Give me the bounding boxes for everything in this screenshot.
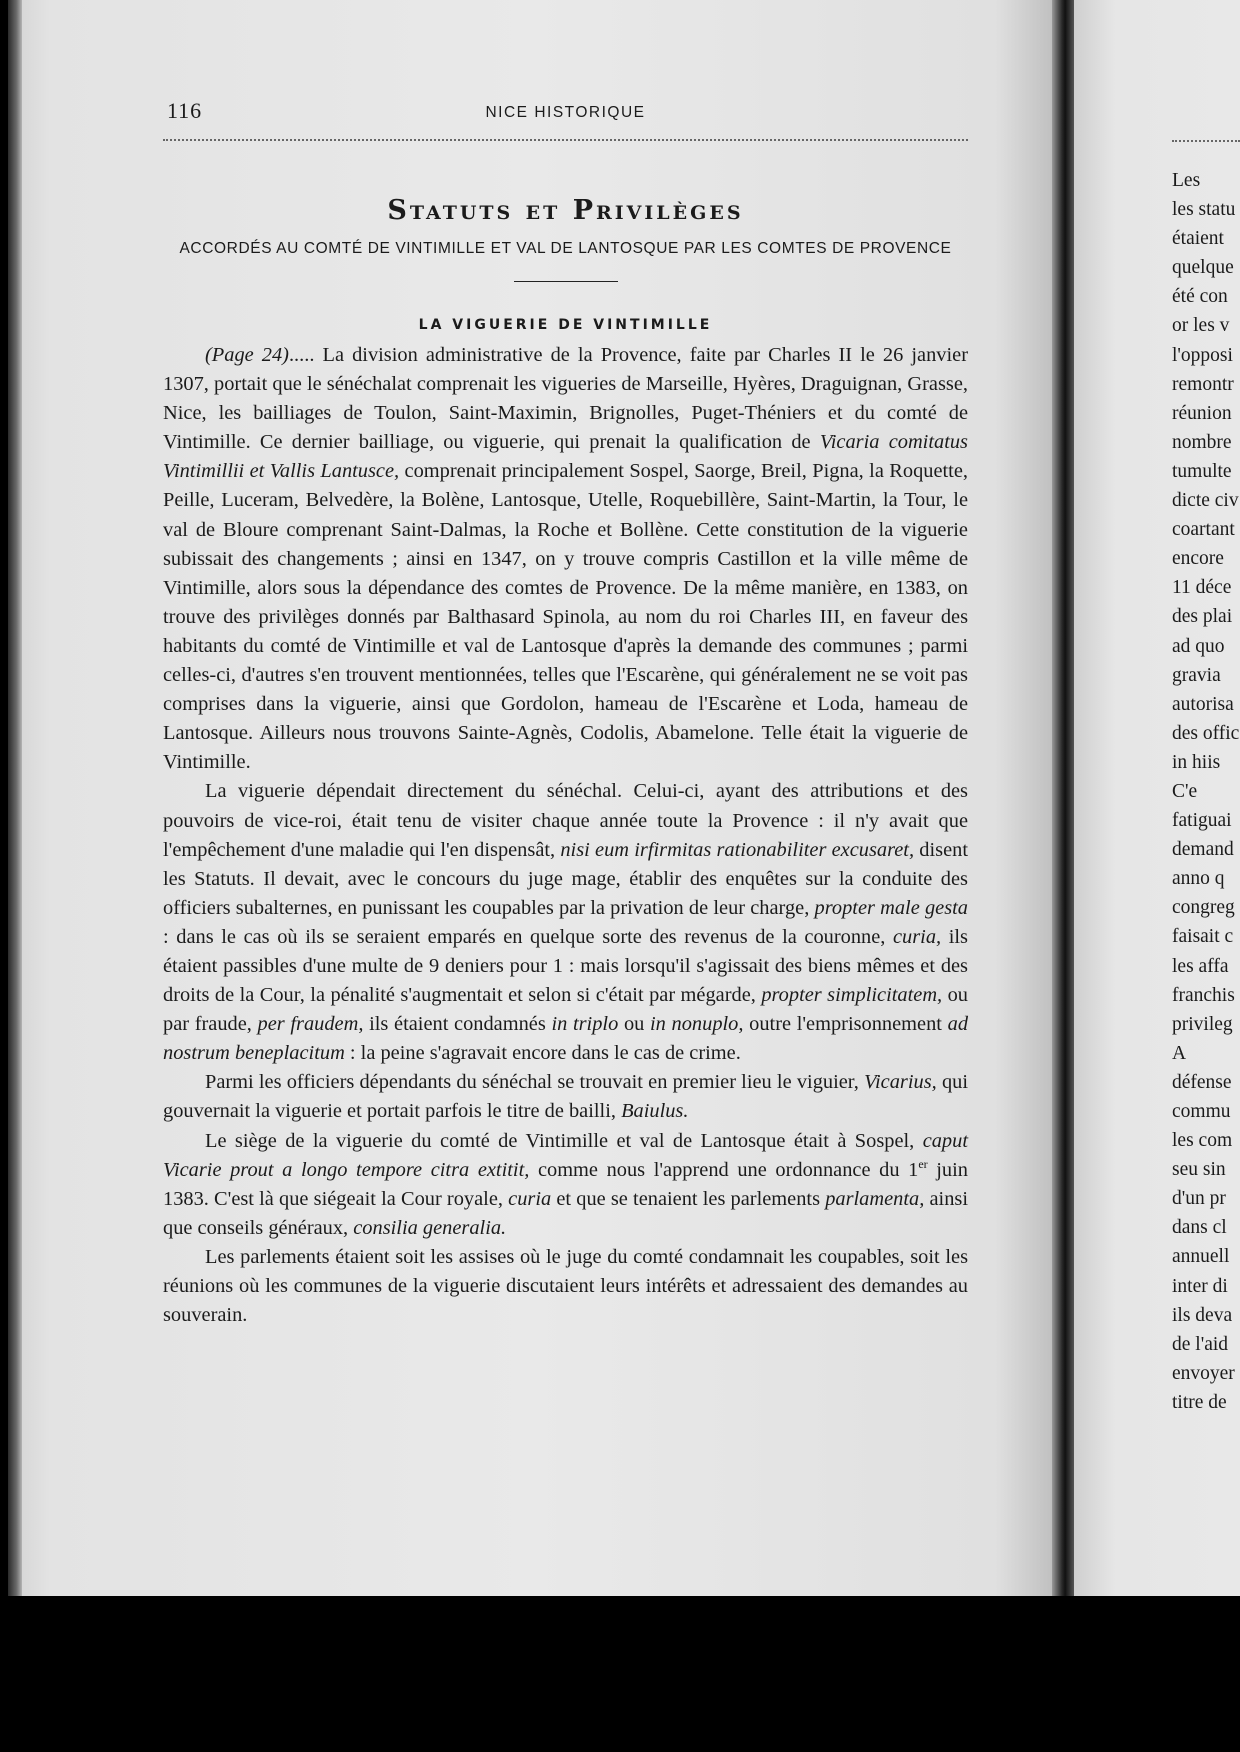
text-span: ..... La division administrative de la Provence, faite par Charles II le 26 janvier 1307, portait que le sénéchalat comprenait les vigueries de Marseille, Hyères, Draguignan, Grasse, Nice, les bailliages de Toulon, Saint-Maximin, Brignolles, Puget-Théniers et du comté de Vintimille. Ce dernier bailliage, ou viguerie, qui prenait la qualification de: [163, 344, 968, 454]
section-heading: LA VIGUERIE DE VINTIMILLE: [418, 317, 713, 333]
article-title: Statuts et Privilèges: [387, 195, 744, 226]
scan-background: [0, 1596, 1240, 1752]
facing-page-line: Les: [1172, 170, 1201, 191]
text-span: ou: [618, 1013, 651, 1036]
facing-page-line: réunion: [1172, 402, 1232, 424]
latin-phrase: propter male gesta: [814, 896, 968, 919]
facing-page-line: étaient: [1172, 228, 1224, 250]
page-edge-shadow: [8, 0, 22, 1596]
facing-page-line: l'opposi: [1172, 344, 1233, 366]
facing-page-line: in hiis: [1172, 751, 1221, 773]
title-divider: [514, 281, 618, 282]
facing-page-line: des offic: [1172, 722, 1240, 744]
latin-phrase: in triplo: [551, 1013, 619, 1036]
latin-phrase: propter simplicitatem,: [761, 984, 943, 1007]
facing-page-line: les com: [1172, 1130, 1233, 1152]
latin-phrase: caput Vicarie prout a longo tempore citra extitit,: [163, 1129, 968, 1181]
facing-page-line: des plai: [1172, 606, 1233, 628]
facing-page-line: privileg: [1172, 1013, 1233, 1035]
facing-page-line: coartant: [1172, 519, 1235, 541]
text-span: ou par fraude,: [163, 984, 968, 1036]
facing-page-line: commu: [1172, 1101, 1231, 1122]
article-subtitle: ACCORDÉS AU COMTÉ DE VINTIMILLE ET VAL DE LANTOSQUE PAR LES COMTES DE PROVENCE: [179, 240, 952, 257]
text-span: : la peine s'agravait encore dans le cas de crime.: [344, 1042, 741, 1065]
facing-page-line: anno q: [1172, 868, 1225, 890]
text-span: qui gouvernait la viguerie et portait parfois le titre de bailli,: [163, 1071, 968, 1123]
facing-page-line: demand: [1172, 839, 1234, 861]
latin-phrase: per fraudem,: [257, 1013, 364, 1036]
facing-page-line: seu sin: [1172, 1159, 1226, 1181]
text-span: Le siège de la viguerie du comté de Vintimille et val de Lantosque était à Sospel,: [205, 1129, 923, 1152]
ordinal-superscript: er: [918, 1156, 928, 1171]
facing-page-line: défense: [1172, 1071, 1232, 1093]
facing-page-line: encore: [1172, 548, 1224, 570]
text-span: La viguerie dépendait directement du sénéchal. Celui-ci, ayant des attributions et des pouvoirs de vice-roi, était tenu de visiter chaque année toute la Provence : il n'y avait que l'empêchement d'une maladie qui l'en dispensât,: [163, 780, 968, 861]
facing-page-line: A: [1172, 1042, 1187, 1064]
facing-page-line: envoyer: [1172, 1362, 1235, 1384]
facing-page-line: ils deva: [1172, 1304, 1233, 1326]
facing-page-line: faisait c: [1172, 926, 1234, 948]
page-reference: (Page 24): [205, 344, 289, 366]
latin-phrase: Vicarius,: [864, 1071, 937, 1094]
facing-page-line: autorisa: [1172, 693, 1234, 715]
text-span: ils étaient condamnés: [363, 1013, 552, 1036]
text-span: ils étaient passibles d'une multe de 9 deniers pour 1 : mais lorsqu'il s'agissait des biens mêmes et des droits de la Cour, la pénalité s'augmentait et selon si c'était par mégarde,: [163, 925, 968, 1007]
facing-page-line: quelque: [1172, 257, 1234, 279]
facing-page-text: [1172, 166, 1239, 1417]
latin-phrase: consilia generalia.: [353, 1216, 507, 1239]
book-gutter: [1052, 0, 1074, 1596]
latin-phrase: in nonuplo,: [650, 1013, 744, 1036]
latin-phrase: nisi eum irfirmitas rationabiliter excusaret,: [560, 838, 915, 861]
latin-phrase: Baiulus.: [621, 1100, 689, 1123]
facing-page-line: remontr: [1172, 373, 1234, 395]
paragraph-5: Les parlements étaient soit les assises où le juge du comté condamnait les coupables, soit les réunions où les communes de la viguerie discutaient leurs intérêts et adressaient des demandes au souverain.: [163, 1245, 968, 1327]
facing-page-line: les statu: [1172, 199, 1236, 221]
text-span: : dans le cas où ils se seraient emparés en quelque sorte des revenus de la couronne,: [163, 925, 893, 948]
paragraph-4: [163, 1127, 968, 1243]
text-span: Parmi les officiers dépendants du sénéchal se trouvait en premier lieu le viguier,: [205, 1071, 865, 1094]
facing-page-line: fatiguai: [1172, 810, 1232, 832]
facing-page-line: gravia: [1172, 664, 1221, 686]
facing-page-line: d'un pr: [1172, 1188, 1226, 1210]
journal-title: NICE HISTORIQUE: [485, 104, 646, 121]
text-span: et que se tenaient les parlements: [551, 1187, 826, 1210]
facing-page-line: annuell: [1172, 1246, 1230, 1268]
facing-page-line: les affa: [1172, 955, 1229, 977]
facing-page-line: titre de: [1172, 1391, 1227, 1413]
text-span: disent les Statuts. Il devait, avec le concours du juge mage, établir des enquêtes sur la conduite des officiers subalternes, en punissant les coupables par la privation de leur charge,: [163, 838, 969, 919]
facing-page-line: dicte civ: [1172, 490, 1239, 512]
article-body: [163, 341, 968, 1330]
latin-phrase: curia: [508, 1187, 552, 1210]
text-span: comme nous l'apprend une ordonnance du 1: [529, 1158, 919, 1181]
facing-page-line: dans cl: [1172, 1217, 1227, 1239]
facing-page-line: ad quo: [1172, 635, 1225, 657]
latin-phrase: curia,: [892, 925, 942, 948]
left-page-text: [163, 98, 968, 1330]
facing-page-line: or les v: [1172, 315, 1230, 337]
text-span: ainsi que conseils généraux,: [163, 1187, 968, 1239]
facing-page-dotted-rule: [1172, 140, 1240, 142]
text-span: comprenait principalement Sospel, Saorge, Breil, Pigna, la Roquette, Peille, Luceram, Belvedère, la Bolène, Lantosque, Utelle, Roquebillère, Saint-Martin, la Tour, le val de Bloure comprenant Saint-Dalmas, la Roche et Bollène. Cette constitution de la viguerie subissait des changements ; ainsi en 1347, on y trouve compris Castillon et la ville même de Vintimille, alors sous la dépendance des comtes de Provence. De la même manière, en 1383, on trouve des privilèges donnés par Balthasard Spinola, au nom du roi Charles III, en faveur des habitants du comté de Vintimille et val de Lantosque d'après la demande des communes ; parmi celles-ci, d'autres s'en trouvent mentionnées, telles que l'Escarène, qui généralement ne se voit pas comprises dans la viguerie, ainsi que Gordolon, hameau de l'Escarène et Loda, hameau de Lantosque. Ailleurs nous trouvons Sainte-Agnès, Codolis, Abamelone. Telle était la viguerie de Vintimille.: [163, 460, 968, 774]
text-span: outre l'emprisonnement: [743, 1013, 948, 1036]
facing-page-line: de l'aid: [1172, 1333, 1229, 1355]
latin-phrase: parlamenta,: [825, 1187, 925, 1210]
text-span: juin 1383. C'est là que siégeait la Cour royale,: [163, 1158, 968, 1210]
latin-phrase: Vicaria comitatus Vintimillii et Vallis Lantusce,: [163, 431, 968, 483]
facing-page-line: tumulte: [1172, 460, 1232, 482]
paragraph-2: [163, 777, 968, 1068]
page-number: 116: [167, 98, 203, 123]
paragraph-3: [163, 1068, 968, 1126]
facing-page-line: été con: [1172, 286, 1228, 308]
facing-page-line: congreg: [1172, 897, 1235, 919]
latin-phrase: ad nostrum beneplacitum: [163, 1013, 969, 1065]
facing-page-line: 11 déce: [1172, 577, 1232, 599]
facing-page-line: franchis: [1172, 984, 1235, 1006]
facing-page-line: inter di: [1172, 1275, 1228, 1297]
facing-page-line: nombre: [1172, 431, 1232, 453]
running-head: [163, 98, 968, 128]
header-dotted-rule: [163, 139, 968, 141]
paragraph-1: [163, 341, 968, 777]
facing-page-line: C'e: [1172, 780, 1198, 802]
